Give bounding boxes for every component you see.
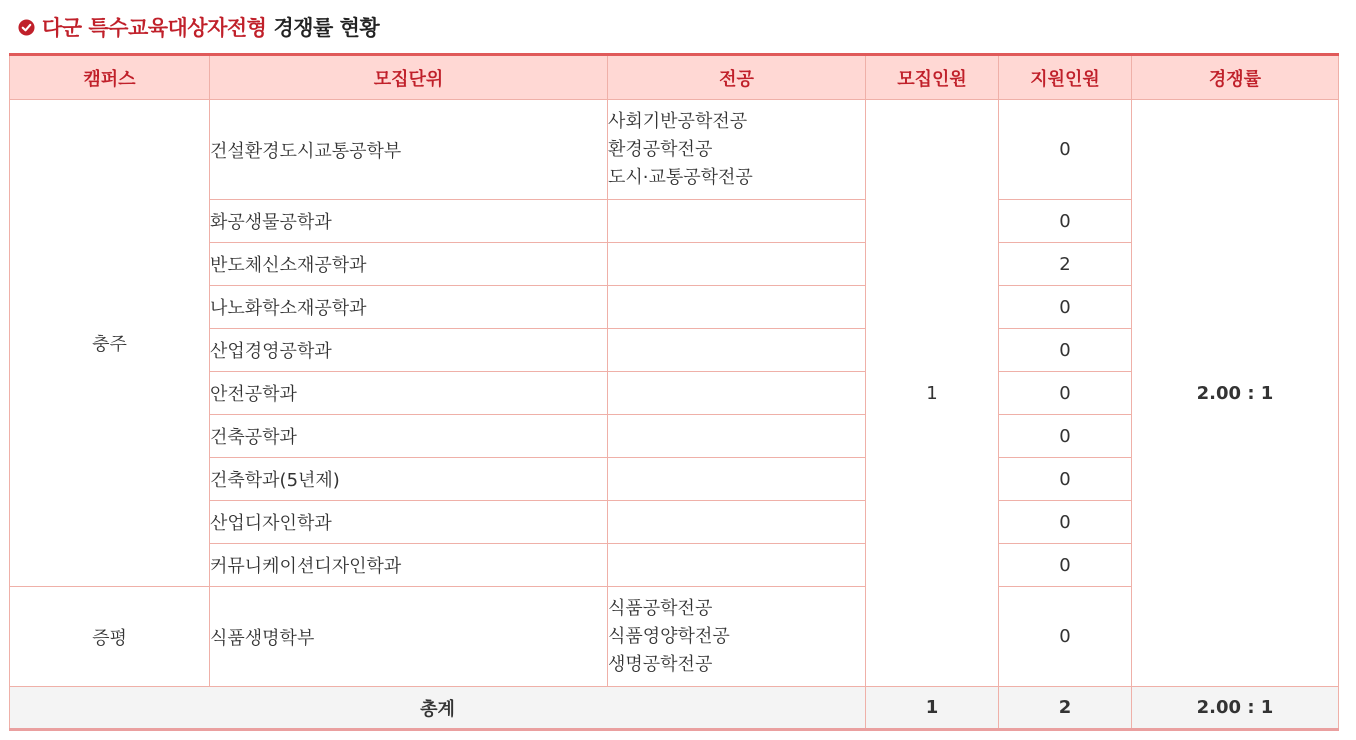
title-rest-text: 경쟁률 현황 — [273, 16, 380, 40]
applicants-cell: 0 — [999, 329, 1132, 372]
applicants-cell: 0 — [999, 286, 1132, 329]
unit-cell: 식품생명학부 — [210, 587, 608, 687]
applicants-cell: 0 — [999, 200, 1132, 243]
header-row — [10, 55, 1339, 100]
major-cell — [608, 286, 866, 329]
unit-cell: 반도체신소재공학과 — [210, 243, 608, 286]
major-cell — [608, 501, 866, 544]
major-cell — [608, 200, 866, 243]
total-rate: 2.00 : 1 — [1132, 687, 1339, 730]
rate-cell: 2.00 : 1 — [1132, 100, 1339, 687]
major-item: 식품영양학전공 — [608, 625, 730, 647]
header-unit: 모집단위 — [210, 55, 608, 100]
applicants-cell: 0 — [999, 100, 1132, 200]
major-item: 식품공학전공 — [608, 597, 713, 619]
total-applicants: 2 — [999, 687, 1132, 730]
competition-rate-table — [9, 53, 1339, 731]
applicants-cell: 0 — [999, 501, 1132, 544]
applicants-cell: 0 — [999, 587, 1132, 687]
unit-cell: 산업디자인학과 — [210, 501, 608, 544]
major-item: 도시·교통공학전공 — [608, 166, 753, 188]
total-label: 총계 — [10, 687, 866, 730]
major-cell — [608, 372, 866, 415]
campus-cell: 증평 — [10, 587, 210, 687]
unit-cell: 건설환경도시교통공학부 — [210, 100, 608, 200]
major-item: 사회기반공학전공 — [608, 110, 748, 132]
major-cell — [608, 587, 866, 687]
section-title — [18, 12, 379, 42]
applicants-cell: 0 — [999, 415, 1132, 458]
header-rate: 경쟁률 — [1132, 55, 1339, 100]
header-major: 전공 — [608, 55, 866, 100]
applicants-cell: 0 — [999, 544, 1132, 587]
title-accent-text: 다군 특수교육대상자전형 — [42, 16, 267, 40]
major-cell — [608, 329, 866, 372]
major-item: 환경공학전공 — [608, 138, 713, 160]
recruit-count-cell: 1 — [866, 100, 999, 687]
total-recruit: 1 — [866, 687, 999, 730]
major-cell — [608, 544, 866, 587]
unit-cell: 화공생물공학과 — [210, 200, 608, 243]
applicants-cell: 0 — [999, 372, 1132, 415]
check-circle-icon — [18, 19, 35, 36]
major-cell — [608, 458, 866, 501]
total-row — [10, 687, 1339, 730]
applicants-cell: 2 — [999, 243, 1132, 286]
header-applicants: 지원인원 — [999, 55, 1132, 100]
applicants-cell: 0 — [999, 458, 1132, 501]
unit-cell: 건축학과(5년제) — [210, 458, 608, 501]
major-cell — [608, 100, 866, 200]
header-campus: 캠퍼스 — [10, 55, 210, 100]
major-cell — [608, 415, 866, 458]
unit-cell: 건축공학과 — [210, 415, 608, 458]
table-row — [10, 100, 1339, 200]
unit-cell: 커뮤니케이션디자인학과 — [210, 544, 608, 587]
major-cell — [608, 243, 866, 286]
campus-cell: 충주 — [10, 100, 210, 587]
unit-cell: 나노화학소재공학과 — [210, 286, 608, 329]
header-recruit: 모집인원 — [866, 55, 999, 100]
major-item: 생명공학전공 — [608, 653, 713, 675]
unit-cell: 산업경영공학과 — [210, 329, 608, 372]
unit-cell: 안전공학과 — [210, 372, 608, 415]
